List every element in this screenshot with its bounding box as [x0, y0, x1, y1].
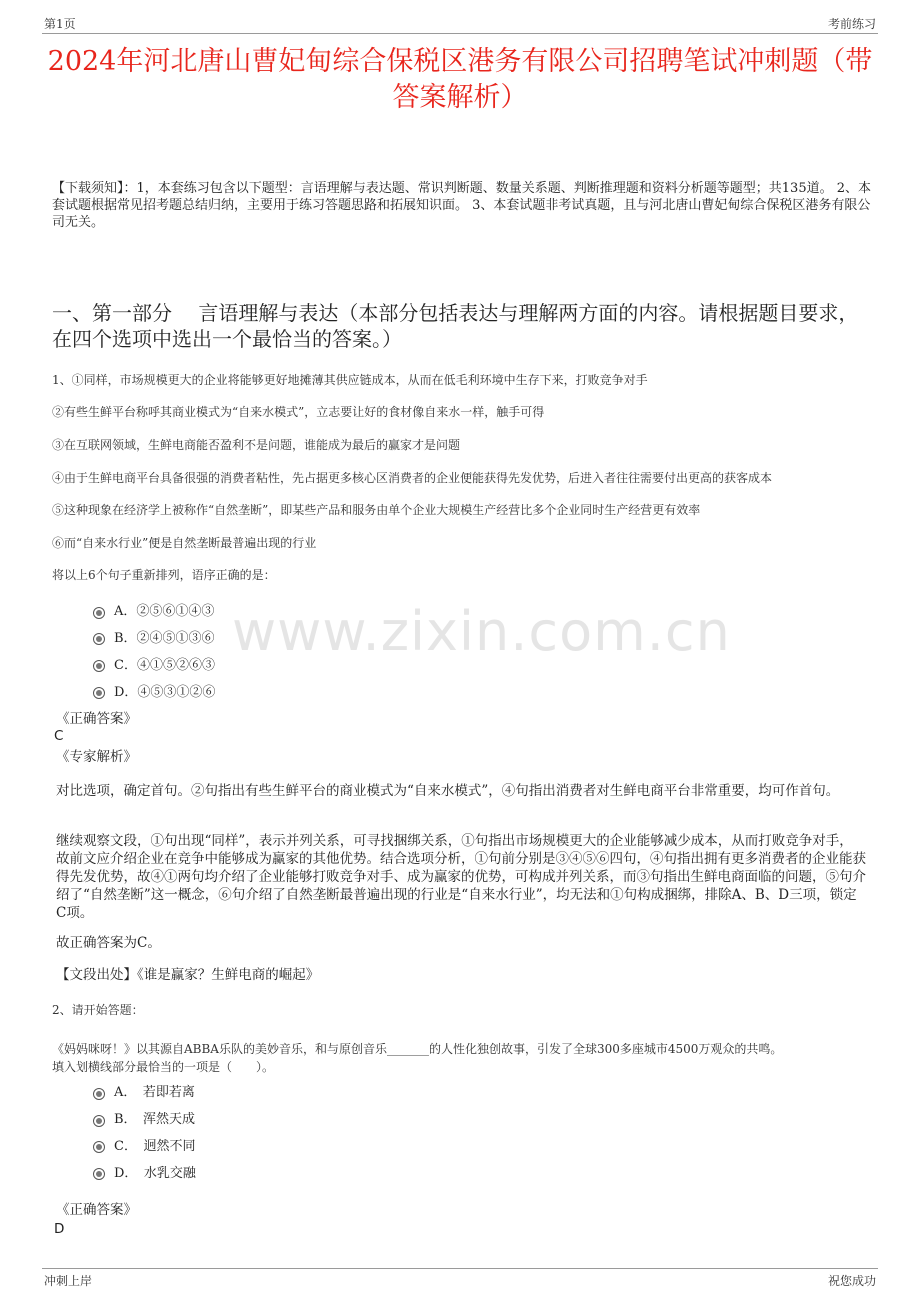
q1-answer: C [54, 728, 64, 744]
q1-sentence-1: 1、①同样，市场规模更大的企业将能够更好地摊薄其供应链成本，从而在低毛利环境中生存下来，打败竞争对手 [52, 373, 648, 387]
q1-answer-label: 《正确答案》 [56, 711, 137, 727]
q1-option-c-radio[interactable] [93, 660, 105, 672]
q1-analysis-2: 继续观察文段，①句出现“同样”，表示并列关系，可寻找捆绑关系，①句指出市场规模更大的企业能够减少成本，从而打败竞争对手，故前文应介绍企业在竞争中能够成为赢家的其他优势。结合选项分析，①句前分别是③④⑤⑥四句，④句指出拥有更多消费者的企业能获得先发优势，故④①两句均介绍了企业能够打败竞争对手、成为赢家的优势，可构成并列关系，而③句指出生鲜电商面临的问题，⑤句介绍了“自然垄断”这一概念，⑥句介绍了自然垄断最普遍出现的行业是“自来水行业”，均无法和①句构成捆绑，排除A、B、D三项，锁定C项。 [56, 833, 866, 921]
page-title: 2024年河北唐山曹妃甸综合保税区港务有限公司招聘笔试冲刺题（带答案解析） [47, 46, 873, 113]
q1-analysis-label: 《专家解析》 [56, 749, 137, 765]
q2-option-a[interactable]: A． 若即若离 [114, 1085, 195, 1100]
q1-sentence-3: ③在互联网领域，生鲜电商能否盈利不是问题，谁能成为最后的赢家才是问题 [52, 438, 461, 452]
q1-sentence-4: ④由于生鲜电商平台具备很强的消费者粘性，先占据更多核心区消费者的企业便能获得先发优势，后进入者往往需要付出更高的获客成本 [52, 471, 773, 485]
q1-option-d-radio[interactable] [93, 687, 105, 699]
q1-sentence-6: ⑥而“自来水行业”便是自然垄断最普遍出现的行业 [52, 536, 317, 550]
q1-analysis-1: 对比选项，确定首句。②句指出有些生鲜平台的商业模式为“自来水模式”，④句指出消费者对生鲜电商平台非常重要，均可作首句。 [56, 783, 840, 799]
q1-option-a[interactable]: A．②⑤⑥①④③ [114, 604, 215, 619]
q2-option-c[interactable]: C． 迥然不同 [114, 1139, 196, 1154]
q2-option-d-radio[interactable] [93, 1168, 105, 1180]
q2-option-a-radio[interactable] [93, 1088, 105, 1100]
download-notice: 【下载须知】：1，本套练习包含以下题型：言语理解与表达题、常识判断题、数量关系题、判断推理题和资料分析题等题型；共135道。 2、本套试题根据常见招考题总结归纳，主要用于练习答题思路和拓展知识面。 3、本套试题非考试真题，且与河北唐山曹妃甸综合保税区港务有限公司无关。 [52, 181, 871, 230]
q1-option-a-radio[interactable] [93, 607, 105, 619]
q1-option-b-radio[interactable] [93, 633, 105, 645]
watermark: www.zixin.com.cn [232, 600, 731, 663]
q2-option-c-radio[interactable] [93, 1141, 105, 1153]
q1-prompt: 将以上6个句子重新排列，语序正确的是： [52, 568, 276, 582]
footer-left: 冲刺上岸 [44, 1274, 93, 1288]
header-label: 考前练习 [827, 17, 876, 31]
footer-right: 祝您成功 [827, 1274, 876, 1288]
q2-stem: 《妈妈咪呀！》以其源自ABBA乐队的美妙音乐，和与原创音乐_______的人性化独创故事，引发了全球300多座城市4500万观众的共鸣。 [52, 1042, 783, 1056]
q1-option-c[interactable]: C．④①⑤②⑥③ [114, 658, 215, 673]
page-number: 第1页 [44, 17, 76, 31]
q1-option-b[interactable]: B．②④⑤①③⑥ [114, 631, 215, 646]
q1-option-d[interactable]: D．④⑤③①②⑥ [114, 685, 216, 700]
q2-prompt: 填入划横线部分最恰当的一项是（ ）。 [52, 1060, 275, 1074]
q1-sentence-5: ⑤这种现象在经济学上被称作“自然垄断”，即某些产品和服务由单个企业大规模生产经营比多个企业同时生产经营更有效率 [52, 503, 701, 517]
q2-answer-label: 《正确答案》 [56, 1202, 137, 1218]
q1-source: 【文段出处】《谁是赢家？生鲜电商的崛起》 [56, 967, 320, 983]
header-rule [42, 33, 878, 34]
q2-intro: 2、请开始答题： [52, 1003, 144, 1017]
q2-option-b[interactable]: B． 浑然天成 [114, 1112, 196, 1127]
footer-rule [42, 1268, 878, 1269]
q2-option-b-radio[interactable] [93, 1115, 105, 1127]
q1-sentence-2: ②有些生鲜平台称呼其商业模式为“自来水模式”，立志要让好的食材像自来水一样，触手可得 [52, 405, 545, 419]
q1-analysis-3: 故正确答案为C。 [56, 935, 161, 951]
q2-answer: D [54, 1221, 65, 1237]
q2-option-d[interactable]: D． 水乳交融 [114, 1166, 196, 1181]
section-heading: 一、第一部分 言语理解与表达（本部分包括表达与理解两方面的内容。请根据题目要求，在四个选项中选出一个最恰当的答案。） [52, 301, 859, 351]
